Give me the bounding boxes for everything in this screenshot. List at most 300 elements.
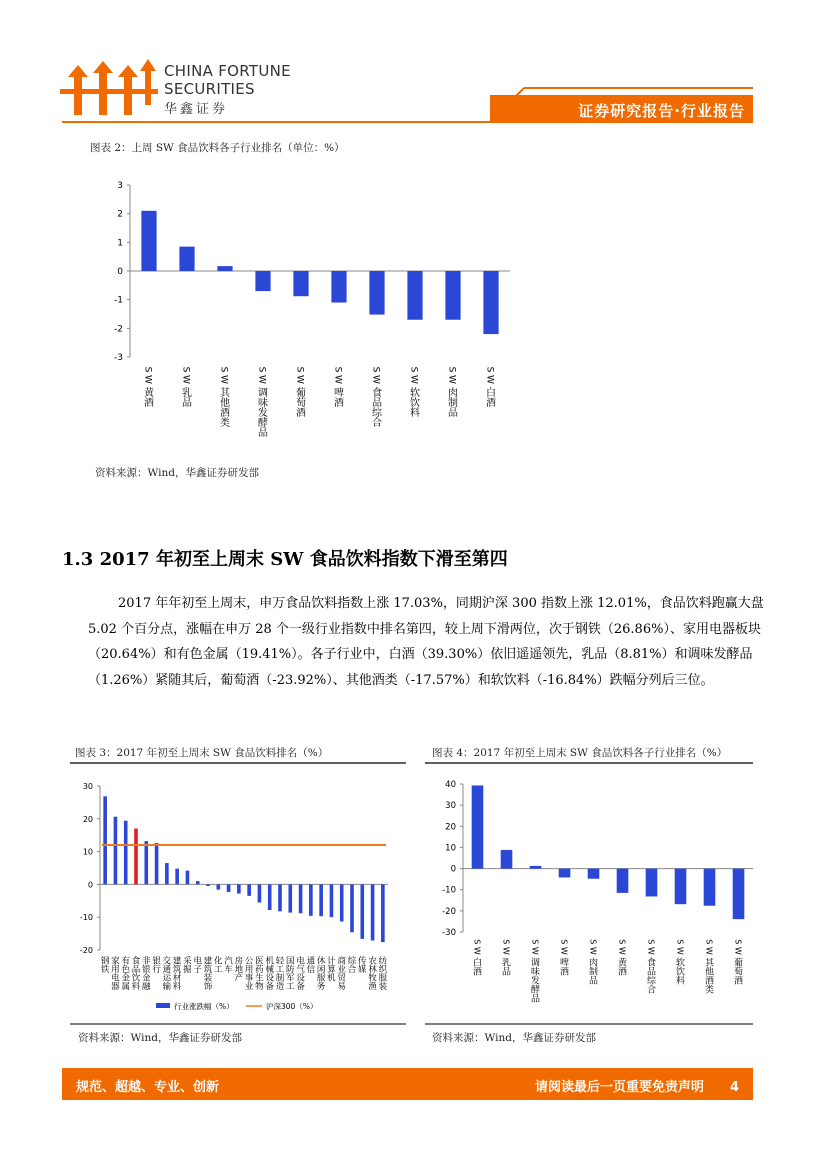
svg-text:酒: 酒: [334, 398, 344, 409]
bar-SW肉制品: [445, 271, 460, 320]
svg-text:品: 品: [258, 428, 268, 439]
figure4-top-rule: [425, 762, 753, 764]
svg-text:易: 易: [337, 982, 346, 993]
x-tick-label: [447, 367, 459, 419]
svg-text:S: S: [142, 366, 153, 373]
bar-SW白酒: [483, 271, 498, 334]
x-tick-label: [193, 956, 202, 976]
svg-text:品: 品: [372, 398, 382, 409]
svg-text:其: 其: [704, 958, 715, 969]
svg-text:酒: 酒: [296, 408, 306, 419]
svg-text:用: 用: [111, 965, 120, 976]
bar-食品饮料: [134, 829, 138, 885]
svg-text:S: S: [559, 939, 569, 945]
y-tick-label: 30: [82, 782, 93, 791]
svg-text:汽: 汽: [224, 956, 233, 967]
svg-text:掘: 掘: [183, 965, 192, 976]
svg-text:品: 品: [448, 408, 458, 419]
svg-text:工: 工: [214, 965, 223, 976]
svg-text:W: W: [332, 375, 343, 384]
figure3-source: 资料来源：Wind，华鑫证券研发部: [78, 1032, 242, 1044]
svg-text:军: 军: [286, 973, 295, 984]
x-tick-label: [733, 939, 743, 986]
x-tick-label: [101, 956, 110, 976]
svg-text:酒: 酒: [220, 408, 230, 419]
svg-text:W: W: [733, 946, 743, 955]
svg-text:品: 品: [588, 976, 599, 987]
svg-text:用: 用: [244, 965, 254, 976]
svg-text:发: 发: [258, 408, 268, 419]
svg-text:有: 有: [121, 956, 130, 967]
bar-SW调味发酵品: [530, 866, 542, 869]
svg-text:牧: 牧: [368, 973, 377, 984]
bar-化工: [216, 884, 220, 889]
svg-text:国: 国: [286, 956, 295, 967]
svg-text:综: 综: [372, 408, 382, 419]
y-tick-label: 20: [82, 814, 93, 824]
svg-text:S: S: [646, 939, 656, 945]
y-tick-label: -3: [114, 353, 123, 363]
svg-text:械: 械: [265, 965, 274, 976]
x-tick-label: [276, 956, 285, 993]
svg-text:银: 银: [152, 956, 161, 967]
y-tick-label: 30: [445, 801, 456, 812]
brand-english-line1: CHINA FORTUNE: [164, 62, 291, 80]
bar-商业贸易: [340, 884, 344, 921]
svg-text:料: 料: [131, 982, 141, 993]
y-tick-label: -10: [442, 885, 456, 896]
svg-text:W: W: [559, 946, 569, 955]
svg-text:采: 采: [183, 956, 192, 967]
x-tick-label: [675, 939, 685, 986]
svg-text:S: S: [733, 939, 743, 945]
y-tick-label: -20: [79, 946, 93, 955]
figure4-caption: 图表 4：2017 年初至上周末 SW 食品饮料各子行业排名（%）: [432, 747, 728, 759]
svg-text:造: 造: [275, 982, 285, 993]
svg-text:W: W: [180, 375, 191, 384]
bar-家用电器: [114, 817, 118, 885]
footer-disclaimer: [535, 1076, 739, 1095]
x-tick-label: [142, 956, 151, 993]
bar-SW葡萄酒: [293, 271, 308, 296]
bar-机械设备: [268, 884, 272, 910]
svg-text:金: 金: [142, 973, 151, 984]
x-tick-label: [704, 939, 715, 995]
bar-汽车: [227, 884, 231, 892]
svg-text:S: S: [256, 366, 267, 373]
x-tick-label: [219, 367, 232, 429]
y-tick-label: 10: [445, 843, 456, 854]
x-tick-label: [485, 367, 497, 409]
svg-text:食: 食: [131, 956, 141, 967]
bar-轻工制造: [278, 884, 282, 911]
y-tick-label: 10: [82, 847, 93, 857]
svg-text:乳: 乳: [501, 958, 512, 969]
y-tick-label: 40: [445, 780, 456, 790]
svg-text:W: W: [617, 946, 627, 955]
svg-text:电: 电: [296, 956, 305, 967]
svg-text:S: S: [180, 366, 191, 373]
svg-text:林: 林: [368, 965, 377, 976]
svg-text:乳: 乳: [182, 388, 192, 399]
svg-text:S: S: [332, 366, 343, 373]
bar-钢铁: [103, 796, 107, 884]
y-tick-label: -10: [79, 913, 93, 923]
x-tick-label: [132, 956, 141, 993]
bar-SW啤酒: [559, 869, 571, 878]
svg-text:农: 农: [368, 956, 377, 967]
svg-text:白: 白: [486, 388, 496, 399]
svg-text:葡: 葡: [733, 958, 744, 969]
x-tick-label: [368, 956, 377, 993]
svg-text:W: W: [646, 946, 656, 955]
legend-bar-label: 行业涨跌幅（%）: [174, 1002, 234, 1011]
svg-text:媒: 媒: [358, 965, 367, 976]
bar-SW肉制品: [588, 869, 600, 879]
bar-SW葡萄酒: [733, 869, 745, 920]
svg-text:设: 设: [296, 973, 305, 984]
svg-text:软: 软: [410, 388, 420, 399]
figure3-caption: 图表 3：2017 年初至上周末 SW 食品饮料排名（%）: [75, 747, 329, 759]
svg-text:合: 合: [646, 985, 657, 996]
x-tick-label: [143, 367, 156, 409]
bar-SW其他酒类: [704, 869, 716, 906]
svg-text:W: W: [142, 375, 153, 384]
svg-text:W: W: [218, 375, 229, 384]
svg-text:传: 传: [358, 956, 367, 967]
svg-text:酒: 酒: [617, 967, 628, 978]
bar-SW乳品: [501, 850, 513, 869]
svg-text:电: 电: [193, 956, 202, 967]
svg-text:S: S: [484, 366, 495, 373]
bar-SW软饮料: [675, 869, 687, 905]
figure2-caption: 图表 2：上周 SW 食品饮料各子行业排名（单位：%）: [90, 142, 345, 154]
svg-text:铁: 铁: [100, 965, 110, 976]
footer-slogan: 规范、超越、专业、创新: [76, 1080, 220, 1095]
svg-text:综: 综: [646, 976, 657, 987]
svg-text:银: 银: [142, 965, 151, 976]
figure3-bottom-rule: [70, 1023, 406, 1025]
bar-SW啤酒: [331, 271, 346, 303]
svg-text:他: 他: [220, 398, 230, 409]
svg-text:渔: 渔: [368, 982, 377, 993]
svg-text:备: 备: [265, 982, 274, 993]
x-tick-label: [409, 367, 421, 419]
bar-医药生物: [258, 884, 262, 902]
svg-text:酵: 酵: [530, 985, 541, 996]
svg-text:制: 制: [588, 967, 599, 978]
svg-text:行: 行: [152, 965, 161, 976]
y-tick-label: 0: [87, 880, 93, 890]
svg-text:调: 调: [530, 958, 541, 969]
x-tick-label: [348, 956, 357, 976]
y-tick-label: 20: [445, 822, 456, 833]
svg-text:公: 公: [244, 956, 254, 967]
svg-text:W: W: [408, 375, 419, 384]
svg-text:S: S: [472, 939, 482, 945]
svg-text:黄: 黄: [144, 388, 154, 399]
bar-银行: [155, 843, 159, 884]
svg-text:计: 计: [327, 956, 336, 967]
bar-SW其他酒类: [217, 266, 232, 271]
x-tick-label: [588, 939, 598, 986]
x-tick-label: [307, 956, 316, 976]
bar-建筑装饰: [206, 884, 210, 886]
svg-text:白: 白: [472, 958, 483, 969]
legend-bar-swatch: [156, 1003, 170, 1008]
svg-text:商: 商: [337, 956, 346, 967]
svg-text:W: W: [704, 946, 714, 955]
svg-text:S: S: [588, 939, 598, 945]
section-paragraph: 2017 年年初至上周末，申万食品饮料指数上涨 17.03%，同期沪深 300 指数上涨 12.01%，食品饮料跑赢大盘 5.02 个百分点，涨幅在申万 28 个一级行业指数中排名第四，较上周下滑两位，次于钢铁（26.86%）、家用电器板块（20.64%）和有色金属（19.41%）。各子行业中，白酒（39.30%）依旧遥遥领先，乳品（8.81%）和调味发酵品（1.26%）紧随其后，葡萄酒（-23.92%）、其他酒类（-17.57%）和软饮料（-16.84%）跌幅分列后三位。: [88, 596, 764, 688]
svg-text:合: 合: [372, 418, 382, 429]
x-tick-label: [286, 957, 295, 993]
svg-text:饮: 饮: [675, 967, 686, 978]
svg-text:服: 服: [316, 973, 326, 984]
svg-text:类: 类: [220, 418, 230, 429]
svg-text:酒: 酒: [472, 967, 483, 978]
svg-text:W: W: [294, 375, 305, 384]
svg-text:制: 制: [275, 973, 285, 984]
bar-电子: [196, 881, 200, 884]
svg-text:W: W: [472, 946, 482, 955]
svg-text:S: S: [530, 939, 540, 945]
svg-text:料: 料: [172, 982, 182, 993]
svg-text:金: 金: [121, 973, 130, 984]
svg-text:葡: 葡: [296, 388, 306, 399]
svg-text:闲: 闲: [316, 965, 326, 976]
svg-text:筑: 筑: [203, 965, 213, 976]
svg-text:S: S: [218, 366, 229, 373]
svg-text:品: 品: [646, 967, 657, 978]
svg-text:黄: 黄: [617, 958, 628, 969]
x-tick-label: [163, 956, 172, 993]
svg-text:S: S: [408, 366, 419, 373]
y-tick-label: 0: [450, 864, 456, 875]
svg-text:料: 料: [410, 408, 420, 419]
y-tick-label: -1: [114, 295, 123, 306]
bar-通信: [309, 884, 313, 915]
svg-text:防: 防: [286, 965, 295, 976]
x-tick-label: [265, 956, 274, 993]
svg-text:织: 织: [378, 965, 388, 976]
svg-text:料: 料: [675, 976, 686, 987]
svg-text:家: 家: [111, 956, 120, 967]
svg-text:材: 材: [172, 973, 182, 984]
page-number: 4: [729, 1080, 739, 1095]
bar-电气设备: [299, 884, 303, 913]
svg-text:药: 药: [255, 965, 264, 976]
svg-text:务: 务: [316, 982, 326, 993]
svg-text:品: 品: [501, 967, 512, 978]
svg-text:S: S: [675, 939, 685, 945]
figure3-chart: [70, 770, 406, 1020]
svg-text:气: 气: [296, 965, 305, 976]
svg-text:W: W: [675, 946, 685, 955]
x-tick-label: [530, 939, 540, 1004]
svg-text:饮: 饮: [131, 973, 141, 984]
svg-text:纺: 纺: [378, 956, 388, 967]
svg-text:酒: 酒: [144, 398, 154, 409]
report-type-banner: 证券研究报告·行业报告: [490, 95, 753, 123]
section-title: 1.3 2017 年初至上周末 SW 食品饮料指数下滑至第四: [62, 549, 508, 570]
svg-text:S: S: [704, 939, 714, 945]
bar-公用事业: [247, 884, 251, 895]
svg-text:W: W: [446, 375, 457, 384]
x-tick-label: [295, 367, 307, 419]
svg-text:车: 车: [224, 965, 233, 976]
svg-text:建: 建: [203, 956, 213, 967]
legend-line-label: 沪深300（%）: [266, 1002, 318, 1011]
x-tick-label: [255, 957, 264, 993]
svg-text:萄: 萄: [733, 967, 744, 978]
svg-text:业: 业: [337, 965, 346, 976]
figure4-source: 资料来源：Wind，华鑫证券研发部: [432, 1032, 596, 1044]
svg-text:类: 类: [704, 985, 715, 996]
svg-text:服: 服: [378, 973, 388, 984]
svg-text:S: S: [501, 939, 511, 945]
y-tick-label: -20: [442, 906, 456, 917]
x-tick-label: [181, 367, 193, 409]
svg-text:休: 休: [316, 956, 326, 967]
x-tick-label: [111, 956, 120, 993]
svg-text:食: 食: [646, 958, 657, 969]
svg-text:S: S: [294, 366, 305, 373]
bar-SW调味发酵品: [255, 271, 270, 291]
svg-text:地: 地: [234, 965, 244, 976]
svg-text:啤: 啤: [559, 958, 570, 969]
svg-text:W: W: [501, 946, 511, 955]
svg-text:物: 物: [255, 982, 264, 993]
svg-text:酒: 酒: [704, 976, 715, 987]
svg-text:钢: 钢: [100, 956, 110, 967]
footer-disclaimer-text: 请阅读最后一页重要免责声明: [534, 1080, 704, 1095]
svg-text:肉: 肉: [588, 958, 599, 969]
x-tick-label: [173, 956, 182, 993]
y-tick-label: -2: [114, 324, 123, 335]
svg-text:品: 品: [182, 398, 192, 409]
x-tick-label: [333, 367, 345, 409]
svg-text:酒: 酒: [733, 976, 744, 987]
svg-text:工: 工: [286, 982, 295, 993]
figure4-bottom-rule: [425, 1023, 753, 1025]
svg-text:其: 其: [220, 388, 230, 399]
svg-text:合: 合: [347, 965, 357, 976]
svg-text:综: 综: [347, 956, 357, 967]
x-tick-label: [152, 956, 161, 976]
svg-text:机: 机: [265, 956, 274, 967]
svg-text:通: 通: [162, 965, 172, 976]
figure3-top-rule: [70, 762, 406, 764]
bar-国防军工: [288, 884, 292, 912]
svg-text:化: 化: [214, 956, 223, 967]
svg-text:味: 味: [530, 967, 541, 978]
bar-SW黄酒: [617, 869, 629, 893]
svg-text:软: 软: [675, 958, 686, 969]
x-tick-label: [317, 956, 326, 993]
svg-text:W: W: [370, 375, 381, 384]
svg-text:交: 交: [162, 956, 172, 967]
svg-text:属: 属: [121, 982, 130, 993]
x-tick-label: [371, 367, 384, 429]
bar-农林牧渔: [371, 884, 375, 940]
figure2-chart: [100, 175, 520, 445]
svg-text:品: 品: [131, 965, 141, 976]
svg-text:信: 信: [306, 965, 316, 976]
svg-text:调: 调: [258, 388, 268, 399]
svg-text:医: 医: [255, 956, 264, 967]
svg-text:酒: 酒: [486, 398, 496, 409]
bar-纺织服装: [381, 884, 385, 942]
x-tick-label: [204, 956, 213, 993]
svg-text:生: 生: [255, 973, 264, 984]
x-tick-label: [501, 939, 511, 977]
svg-text:他: 他: [704, 967, 715, 978]
svg-text:非: 非: [142, 956, 151, 967]
bar-综合: [350, 884, 354, 932]
svg-text:W: W: [530, 946, 540, 955]
svg-text:产: 产: [234, 973, 244, 984]
svg-text:通: 通: [306, 956, 316, 967]
x-tick-label: [559, 939, 569, 977]
x-tick-label: [245, 957, 254, 993]
y-tick-label: 1: [117, 238, 123, 249]
svg-text:子: 子: [193, 965, 202, 976]
x-tick-label: [472, 939, 482, 977]
bar-建筑材料: [175, 869, 179, 885]
svg-text:S: S: [446, 366, 457, 373]
y-tick-label: -30: [442, 928, 456, 938]
x-tick-label: [214, 956, 223, 976]
svg-text:设: 设: [265, 973, 274, 984]
svg-text:筑: 筑: [172, 965, 182, 976]
bar-非银金融: [144, 841, 148, 884]
x-tick-label: [224, 956, 233, 976]
svg-text:W: W: [484, 375, 495, 384]
svg-text:融: 融: [142, 982, 151, 993]
bar-交通运输: [165, 863, 169, 884]
svg-text:装: 装: [203, 973, 213, 984]
svg-text:房: 房: [234, 956, 244, 967]
bar-SW食品综合: [646, 869, 658, 897]
y-tick-label: 0: [117, 267, 123, 277]
y-tick-label: 3: [117, 181, 123, 191]
svg-text:事: 事: [244, 973, 254, 984]
svg-text:品: 品: [530, 994, 541, 1005]
svg-text:工: 工: [275, 965, 285, 976]
svg-text:装: 装: [378, 982, 388, 993]
svg-text:S: S: [617, 939, 627, 945]
bar-SW乳品: [179, 247, 194, 271]
svg-text:酒: 酒: [559, 967, 570, 978]
bar-SW食品综合: [369, 271, 384, 315]
svg-text:业: 业: [244, 982, 254, 993]
svg-text:肉: 肉: [448, 388, 458, 399]
svg-text:电: 电: [111, 973, 120, 984]
y-tick-label: 2: [117, 209, 123, 220]
svg-text:器: 器: [111, 982, 120, 993]
x-tick-label: [235, 956, 244, 984]
brand-english-line2: SECURITIES: [164, 80, 255, 98]
bar-传媒: [360, 884, 364, 938]
svg-text:萄: 萄: [296, 398, 306, 409]
x-tick-label: [327, 956, 336, 984]
brand-chinese: 华鑫证券: [164, 102, 229, 117]
bar-SW白酒: [472, 785, 484, 868]
bar-计算机: [330, 884, 334, 917]
x-tick-label: [617, 939, 628, 977]
svg-text:算: 算: [327, 965, 336, 976]
